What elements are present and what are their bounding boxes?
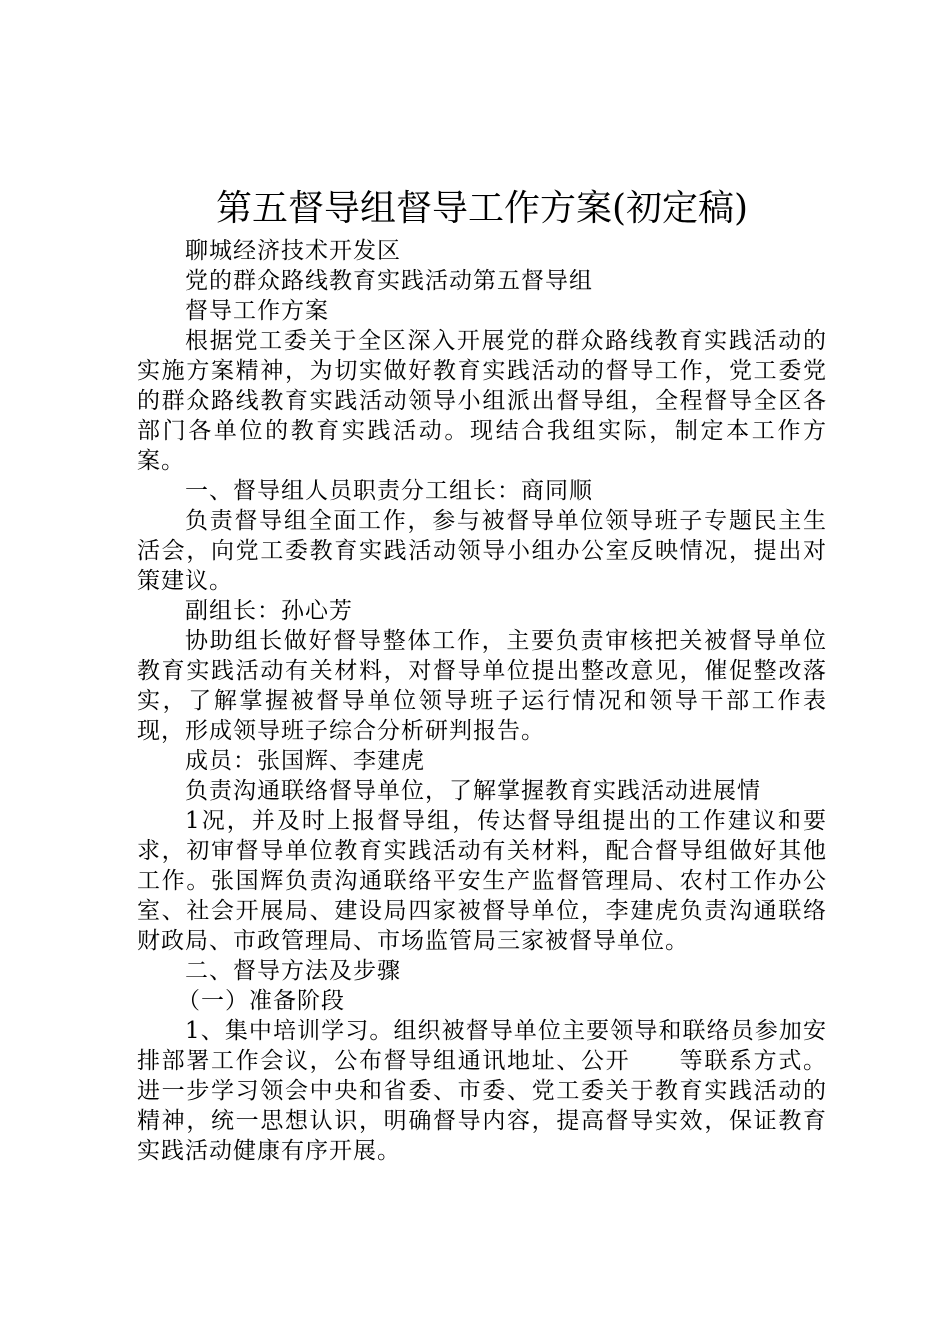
members-line: 成员：张国辉、李建虎	[185, 748, 425, 774]
deputy-duty-paragraph: 协助组长做好督导整体工作，主要负责审核把关被督导单位教育实践活动有关材料，对督导单位提出整改意见，催促整改落实，了解掌握被督导单位领导班子运行情况和领导干部工作表现，形成领导班子综合分析研判报告。	[137, 628, 827, 744]
document-page	[137, 184, 827, 1166]
deputy-leader-line: 副组长：孙心芳	[185, 598, 353, 624]
document-title: 第五督导组督导工作方案(初定稿)	[215, 188, 749, 229]
org-name-line: 聊城经济技术开发区	[185, 238, 401, 264]
members-duty-paragraph: 1况，并及时上报督导组，传达督导组提出的工作建议和要求，初审督导单位教育实践活动有关材料，配合督导组做好其他工作。张国辉负责沟通联络平安生产监督管理局、农村工作办公室、社会开展局、建设局四家被督导单位，李建虎负责沟通联络财政局、市政管理局、市场监管局三家被督导单位。	[137, 808, 827, 954]
members-duty-line: 负责沟通联络督导单位，了解掌握教育实践活动进展情	[185, 778, 761, 804]
section-heading-2: 二、督导方法及步骤	[185, 958, 401, 984]
intro-paragraph: 根据党工委关于全区深入开展党的群众路线教育实践活动的实施方案精神，为切实做好教育实践活动的督导工作，党工委党的群众路线教育实践活动领导小组派出督导组，全程督导全区各部门各单位的教育实践活动。现结合我组实际，制定本工作方案。	[137, 328, 827, 474]
plan-name-line: 督导工作方案	[185, 298, 329, 324]
training-paragraph: 1、集中培训学习。组织被督导单位主要领导和联络员参加安排部署工作会议，公布督导组通讯地址、公开 等联系方式。进一步学习领会中央和省委、市委、党工委关于教育实践活动的精神，统一思想认识，明确督导内容，提高督导实效，保证教育实践活动健康有序开展。	[137, 1018, 827, 1164]
section-heading-1: 一、督导组人员职责分工组长：商同顺	[185, 478, 593, 504]
leader-duty-paragraph: 负责督导组全面工作，参与被督导单位领导班子专题民主生活会，向党工委教育实践活动领导小组办公室反映情况，提出对策建议。	[137, 508, 827, 594]
group-name-line: 党的群众路线教育实践活动第五督导组	[185, 268, 593, 294]
subsection-heading-prep: （一）准备阶段	[177, 988, 345, 1014]
